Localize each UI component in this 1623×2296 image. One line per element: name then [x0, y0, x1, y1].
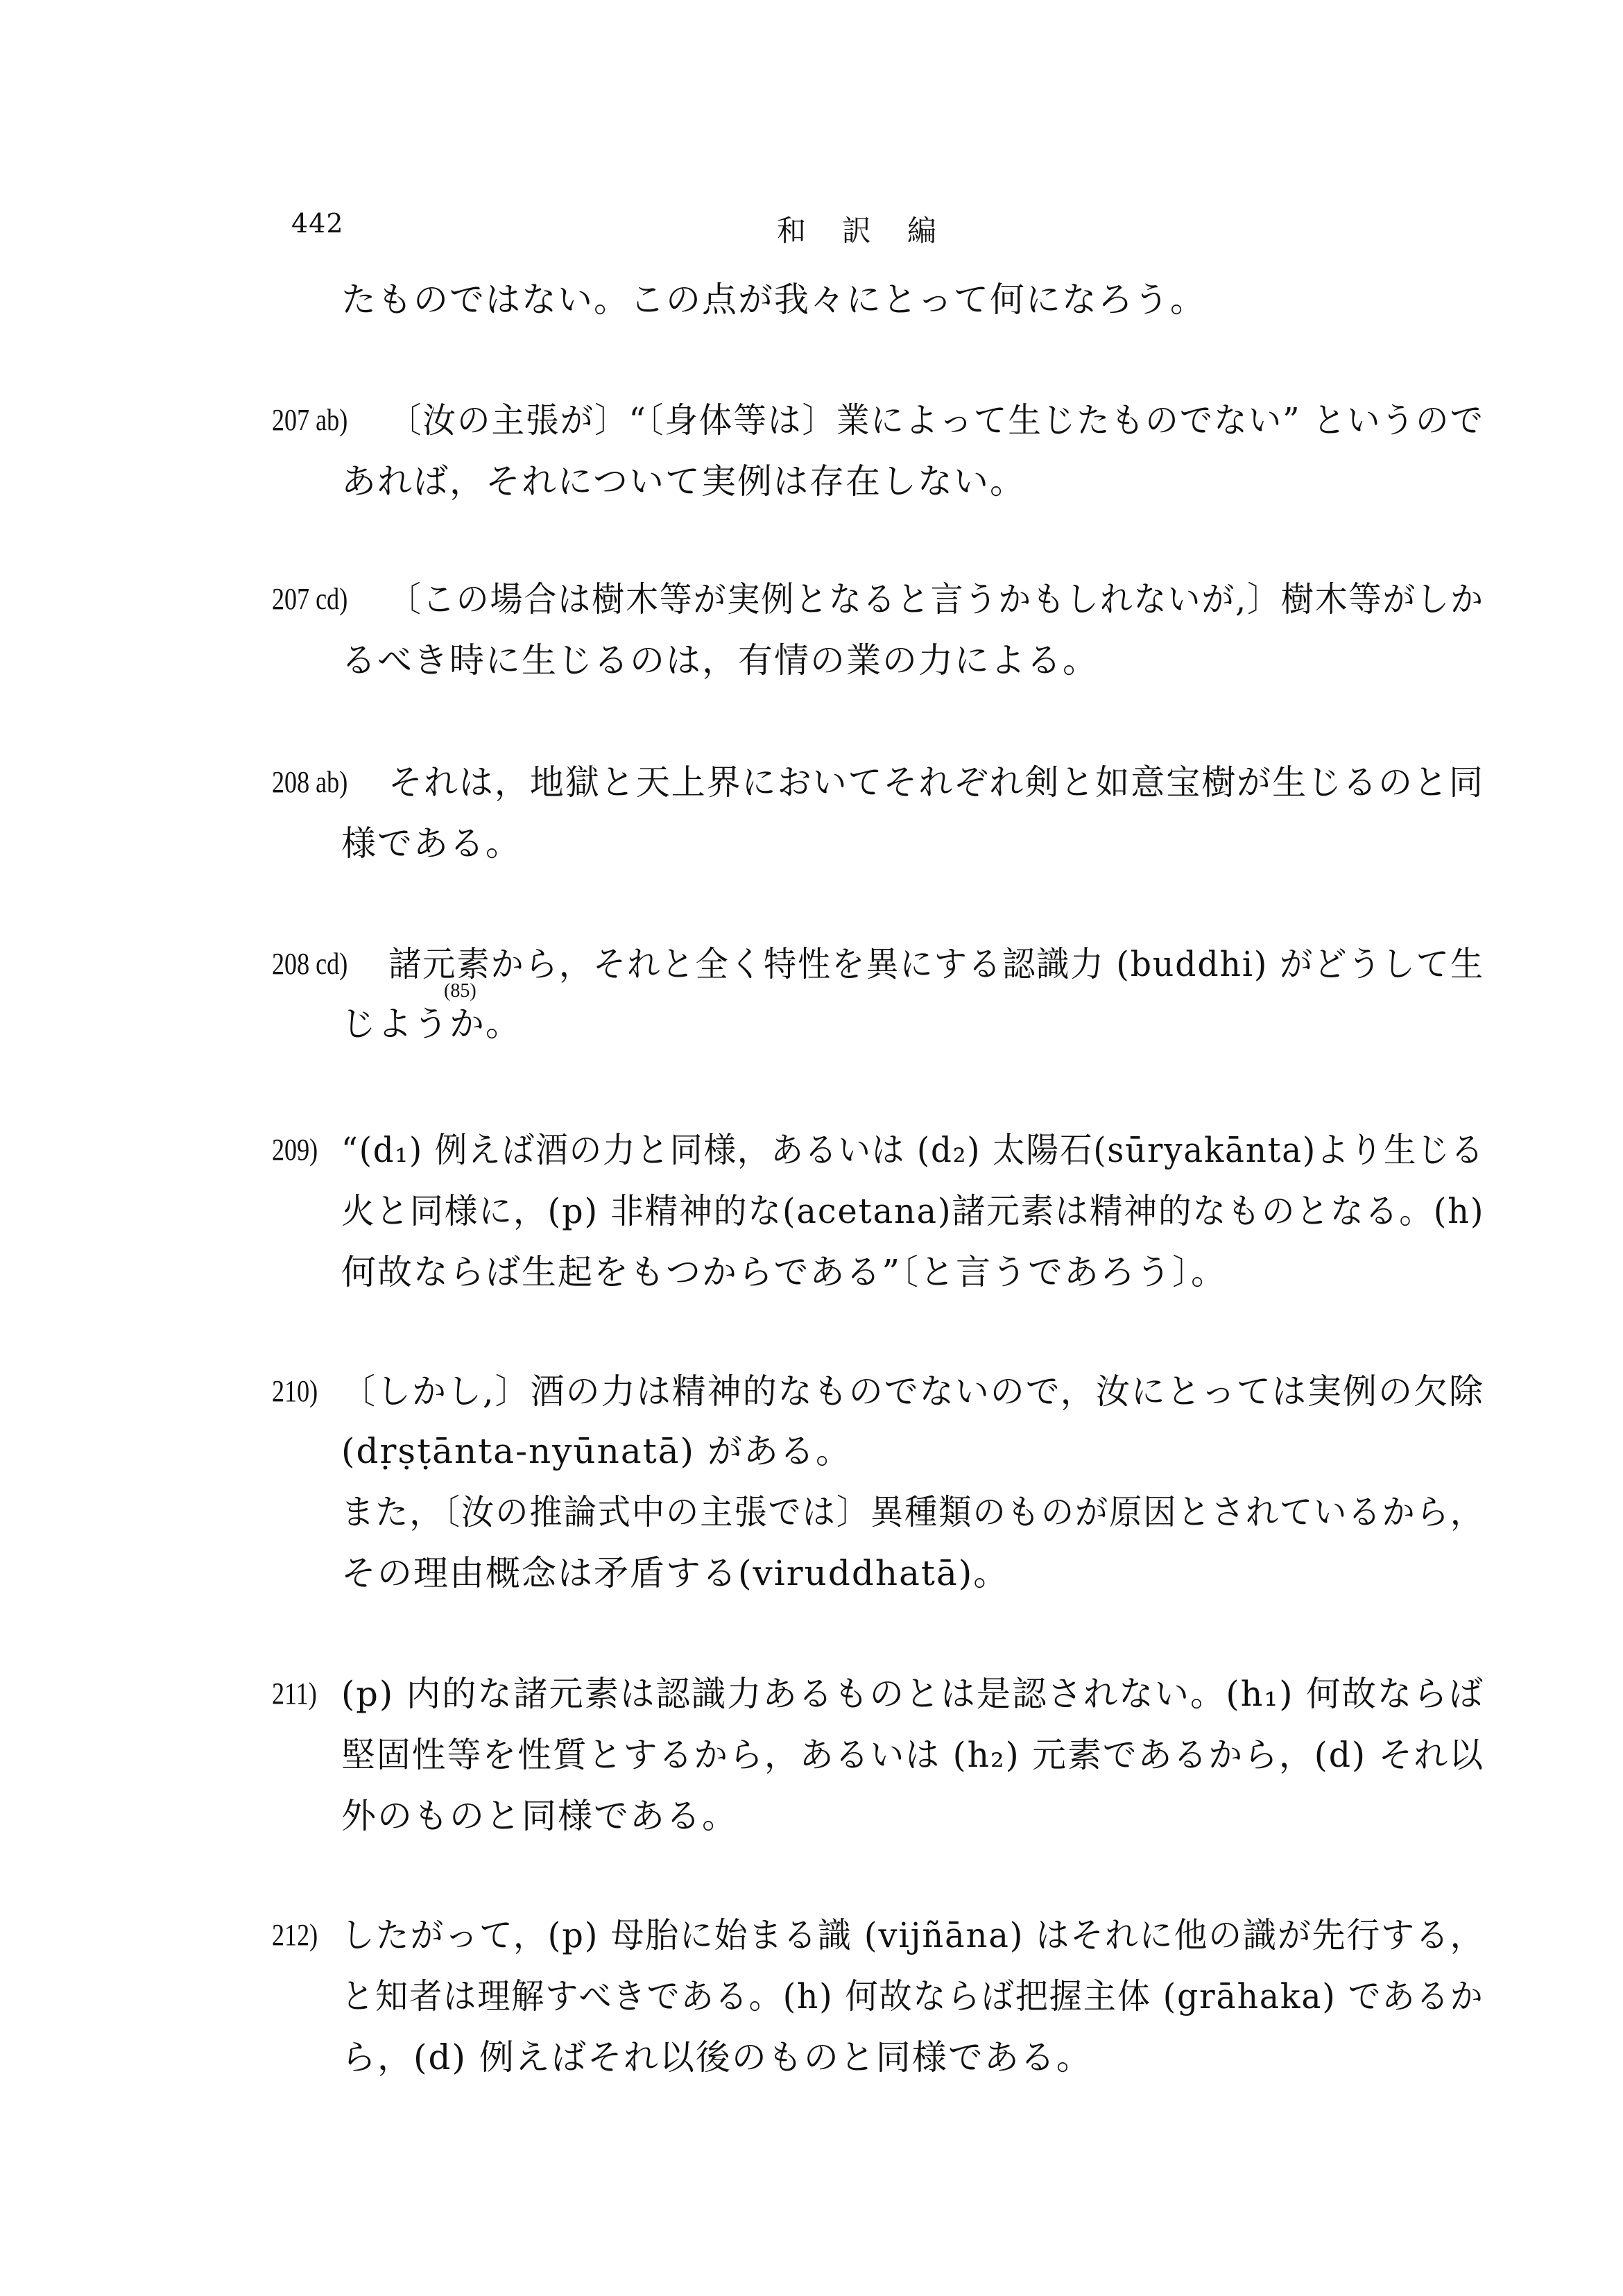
verse-number: 211)	[272, 1677, 317, 1711]
continuation-line: たものではない。この点が我々にとって何になろう。	[341, 280, 1206, 320]
verse-line: したがって，(p) 母胎に始まる識 (vijñāna) はそれに他の識が先行する，	[341, 1915, 1485, 1955]
verse-line: 何故ならば生起をもつからである”〔と言うであろう〕。	[341, 1252, 1228, 1292]
verse-line: その理由概念は矛盾する(viruddhatā)。	[341, 1553, 1010, 1593]
verse-line: るべき時に生じるのは，有情の業の力による。	[341, 640, 1099, 680]
verse-line: 外のものと同様である。	[341, 1796, 738, 1836]
verse-number: 210)	[272, 1374, 318, 1408]
verse-line: 様である。	[341, 823, 522, 864]
verse-line: 〔この場合は樹木等が実例となると言うかもしれないが,〕樹木等がしか	[388, 579, 1484, 619]
verse-line: (dṛṣṭānta-nyūnatā) がある。	[341, 1431, 852, 1471]
verse-line: ら，(d) 例えばそれ以後のものと同様である。	[341, 2037, 1092, 2077]
verse-number: 207 ab)	[272, 403, 348, 437]
verse-line: 堅固性等を性質とするから，あるいは (h₂) 元素であるから，(d) それ以	[341, 1735, 1485, 1775]
verse-line: それは，地獄と天上界においてそれぞれ剣と如意宝樹が生じるのと同	[388, 762, 1484, 803]
verse-line: と知者は理解すべきである。(h) 何故ならば把握主体 (grāhaka) であるか	[341, 1976, 1484, 2016]
page-number: 442	[291, 208, 344, 239]
verse-line: 諸元素から，それと全く特性を異にする認識力 (buddhi) がどうして生	[388, 944, 1485, 984]
verse-line: 〔しかし,〕酒の力は精神的なものでないので，汝にとっては実例の欠除	[341, 1371, 1484, 1412]
verse-number: 212)	[272, 1918, 318, 1952]
verse-number: 207 cd)	[272, 582, 348, 616]
verse-number: 208 ab)	[272, 765, 348, 799]
verse-line: 〔汝の主張が〕“〔身体等は〕業によって生じたものでない” というので	[388, 400, 1485, 440]
verse-line: じようか。	[341, 1004, 522, 1044]
verse-line: (p) 内的な諸元素は認識力あるものとは是認されない。(h₁) 何故ならば	[341, 1674, 1485, 1714]
verse-line: “(d₁) 例えば酒の力と同様，あるいは (d₂) 太陽石(sūryakānta)より生じる	[341, 1130, 1485, 1170]
verse-line: あれば，それについて実例は存在しない。	[341, 461, 1026, 502]
verse-number: 208 cd)	[272, 947, 348, 981]
footnote-mark: (85)	[444, 980, 476, 1002]
verse-line: また，〔汝の推論式中の主張では〕異種類のものが原因とされているから，	[341, 1492, 1485, 1532]
verse-line: 火と同様に，(p) 非精神的な(acetana)諸元素は精神的なものとなる。(h)	[341, 1191, 1485, 1231]
running-title: 和訳編	[777, 214, 973, 248]
verse-number: 209)	[272, 1133, 318, 1167]
